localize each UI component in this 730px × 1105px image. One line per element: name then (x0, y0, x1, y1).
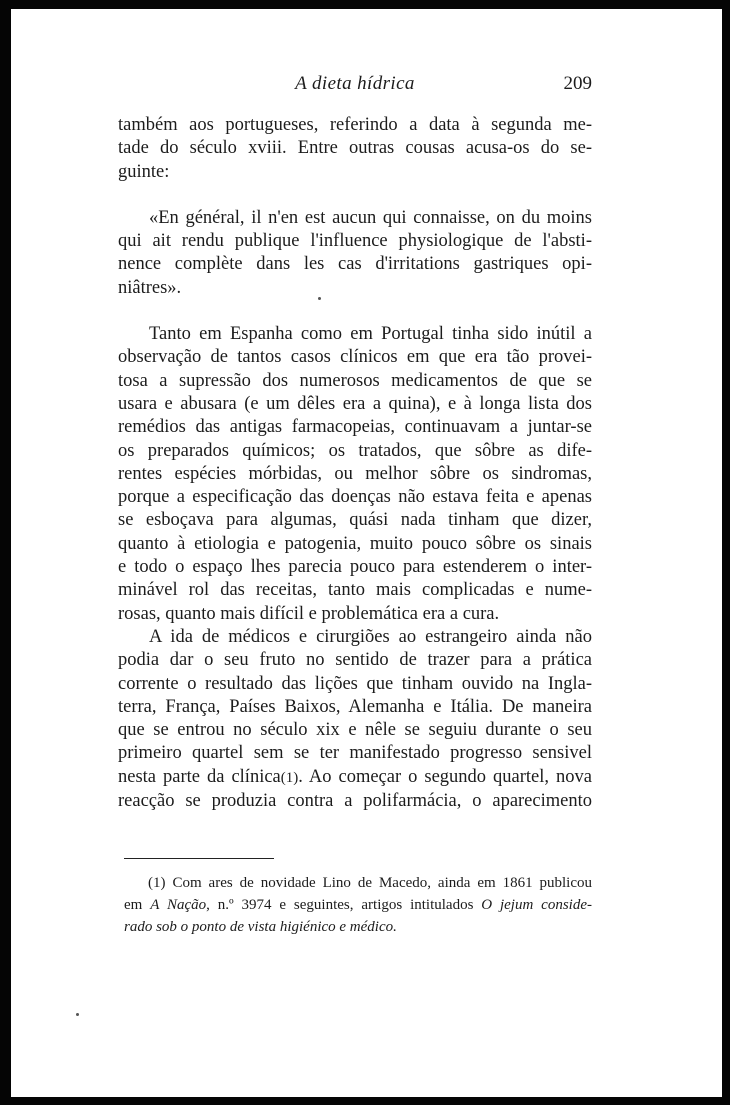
footnote-reference: (1) (280, 769, 299, 786)
text-line: os preparados químicos; os tratados, que sôbre as dife- (118, 440, 592, 461)
footnote-title: A Nação (150, 897, 207, 913)
text-line: observação de tantos casos clínicos em que era tão provei- (118, 347, 592, 368)
text-line: tade do século xviii. Entre outras cousas acusa-os do se- (118, 138, 592, 159)
page-number: 209 (563, 73, 592, 94)
text-fragment: . Ao começar o segundo quartel, nova (298, 766, 592, 787)
running-title: A dieta hídrica (295, 73, 415, 94)
footnote-text: Com ares de novidade Lino de Macedo, ainda em 1861 publicou (172, 875, 593, 891)
text-line: podia dar o seu fruto no sentido de trazer para a prática (118, 650, 592, 671)
text-line: corrente o resultado das lições que tinham ouvido na Ingla- (118, 673, 592, 694)
text-line: tosa a supressão dos numerosos medicamentos de que se (118, 370, 592, 391)
text-line: reacção se produzia contra a polifarmácia, o aparecimento (118, 791, 592, 812)
text-line: rentes espécies mórbidas, ou melhor sôbre os sindromas, (118, 463, 592, 484)
text-line: Tanto em Espanha como em Portugal tinha sido inútil a (149, 324, 592, 345)
text-line: também aos portugueses, referindo a data à segunda me- (118, 115, 592, 135)
text-line: rosas, quanto mais difícil e problemática era a cura. (118, 603, 500, 624)
footnote-text: em (124, 897, 151, 913)
footnote-title: rado sob o ponto de vista higiénico e médico. (124, 919, 397, 935)
footnote-title: O jejum conside- (481, 897, 592, 913)
text-line: quanto à etiologia e patogenia, muito pouco sôbre os sinais (118, 533, 592, 554)
footnote-marker: (1) (148, 875, 166, 891)
text-line: guinte: (118, 161, 170, 182)
quote-line: «En général, il n'en est aucun qui connaisse, on du moins (149, 207, 592, 228)
text-line: terra, França, Países Baixos, Alemanha e Itália. De maneira (118, 696, 592, 717)
text-line: usara e abusara (e um dêles era a quina), e à longa lista dos (118, 393, 592, 414)
text-line: primeiro quartel sem se ter manifestado progresso sensivel (118, 743, 592, 764)
quote-line: qui ait rendu publique l'influence physiologique de l'absti- (118, 231, 592, 252)
text-line: remédios das antigas farmacopeias, continuavam a juntar-se (118, 417, 592, 438)
quote-line: nence complète dans les cas d'irritations gastriques opi- (118, 254, 592, 275)
text-fragment: nesta parte da clínica (118, 766, 281, 787)
text-line: e todo o espaço lhes parecia pouco para estenderem o inter- (118, 557, 592, 578)
footnote-text: , n.º 3974 e seguintes, artigos intitulados (206, 897, 482, 913)
quote-line: niâtres». (118, 277, 182, 298)
text-line: se esboçava para algumas, quási nada tinham que dizer, (118, 510, 592, 531)
text-line: A ida de médicos e cirurgiões ao estrangeiro ainda não (149, 626, 592, 647)
text-line: que se entrou no século xix e nêle se seguiu durante o seu (118, 720, 592, 741)
text-line: minável rol das receitas, tanto mais complicadas e nume- (118, 580, 592, 601)
text-line: porque a especificação das doenças não estava feita e apenas (118, 487, 592, 508)
